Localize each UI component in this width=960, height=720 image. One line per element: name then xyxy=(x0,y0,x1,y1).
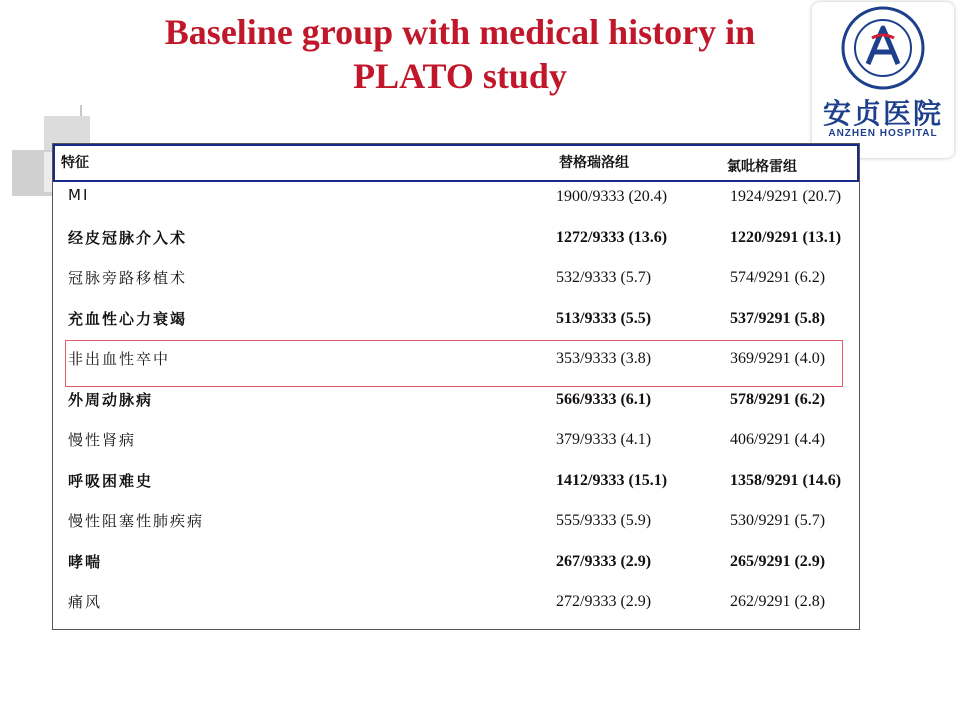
ticagrelor-value: 513/9333 (5.5) xyxy=(556,309,652,327)
header-clopidogrel: 氯吡格雷组 xyxy=(727,159,797,175)
clopidogrel-value: 262/9291 (2.8) xyxy=(730,593,826,610)
table-row xyxy=(52,585,858,625)
ticagrelor-value: 1412/9333 (15.1) xyxy=(556,471,668,489)
row-label: 外周动脉病 xyxy=(68,390,154,409)
row-label: 哮喘 xyxy=(68,552,103,571)
clopidogrel-value: 1358/9291 (14.6) xyxy=(730,471,842,489)
clopidogrel-value: 530/9291 (5.7) xyxy=(730,512,826,529)
clopidogrel-value: 574/9291 (6.2) xyxy=(730,269,826,286)
slide-title xyxy=(60,10,860,98)
table-row xyxy=(52,261,858,301)
hospital-emblem-icon xyxy=(812,2,954,97)
row-label: 冠脉旁路移植术 xyxy=(68,269,188,287)
table-row xyxy=(52,302,858,342)
table-row xyxy=(52,221,858,261)
table-row xyxy=(52,504,858,544)
clopidogrel-value: 537/9291 (5.8) xyxy=(730,309,826,327)
logo-chinese-name: 安贞医院 xyxy=(822,97,943,130)
row-label: 呼吸困难史 xyxy=(68,471,154,490)
table-header xyxy=(53,144,859,182)
table-row xyxy=(52,423,858,463)
ticagrelor-value: 555/9333 (5.9) xyxy=(556,512,652,529)
clopidogrel-value: 578/9291 (6.2) xyxy=(730,390,826,408)
row-label: 非出血性卒中 xyxy=(68,350,171,368)
row-label: 慢性肾病 xyxy=(68,431,137,449)
clopidogrel-value: 406/9291 (4.4) xyxy=(730,431,826,448)
ticagrelor-value: 267/9333 (2.9) xyxy=(556,552,652,570)
clopidogrel-value: 1220/9291 (13.1) xyxy=(730,228,842,246)
clopidogrel-value: 1924/9291 (20.7) xyxy=(730,188,842,205)
title-line-2: PLATO study xyxy=(353,56,567,96)
row-label: 慢性阻塞性肺疾病 xyxy=(68,512,205,530)
row-label: 经皮冠脉介入术 xyxy=(68,228,188,247)
clopidogrel-value: 265/9291 (2.9) xyxy=(730,552,826,570)
table-row xyxy=(52,545,858,585)
header-feature: 特征 xyxy=(61,155,89,171)
row-label: MI xyxy=(68,186,90,204)
header-ticagrelor: 替格瑞洛组 xyxy=(559,155,629,171)
table-row xyxy=(52,342,858,382)
row-label: 充血性心力衰竭 xyxy=(68,309,188,328)
table-row xyxy=(52,464,858,504)
table-row xyxy=(52,180,858,220)
ticagrelor-value: 353/9333 (3.8) xyxy=(556,350,652,367)
ticagrelor-value: 1272/9333 (13.6) xyxy=(556,228,668,246)
ticagrelor-value: 532/9333 (5.7) xyxy=(556,269,652,286)
ticagrelor-value: 566/9333 (6.1) xyxy=(556,390,652,408)
ticagrelor-value: 379/9333 (4.1) xyxy=(556,431,652,448)
table-row xyxy=(52,383,858,423)
row-label: 痛风 xyxy=(68,593,103,611)
clopidogrel-value: 369/9291 (4.0) xyxy=(730,350,826,367)
title-line-1: Baseline group with medical history in xyxy=(164,12,756,52)
logo-english-name: ANZHEN HOSPITAL xyxy=(828,128,938,139)
hospital-logo xyxy=(812,2,954,158)
ticagrelor-value: 1900/9333 (20.4) xyxy=(556,188,668,205)
ticagrelor-value: 272/9333 (2.9) xyxy=(556,593,652,610)
